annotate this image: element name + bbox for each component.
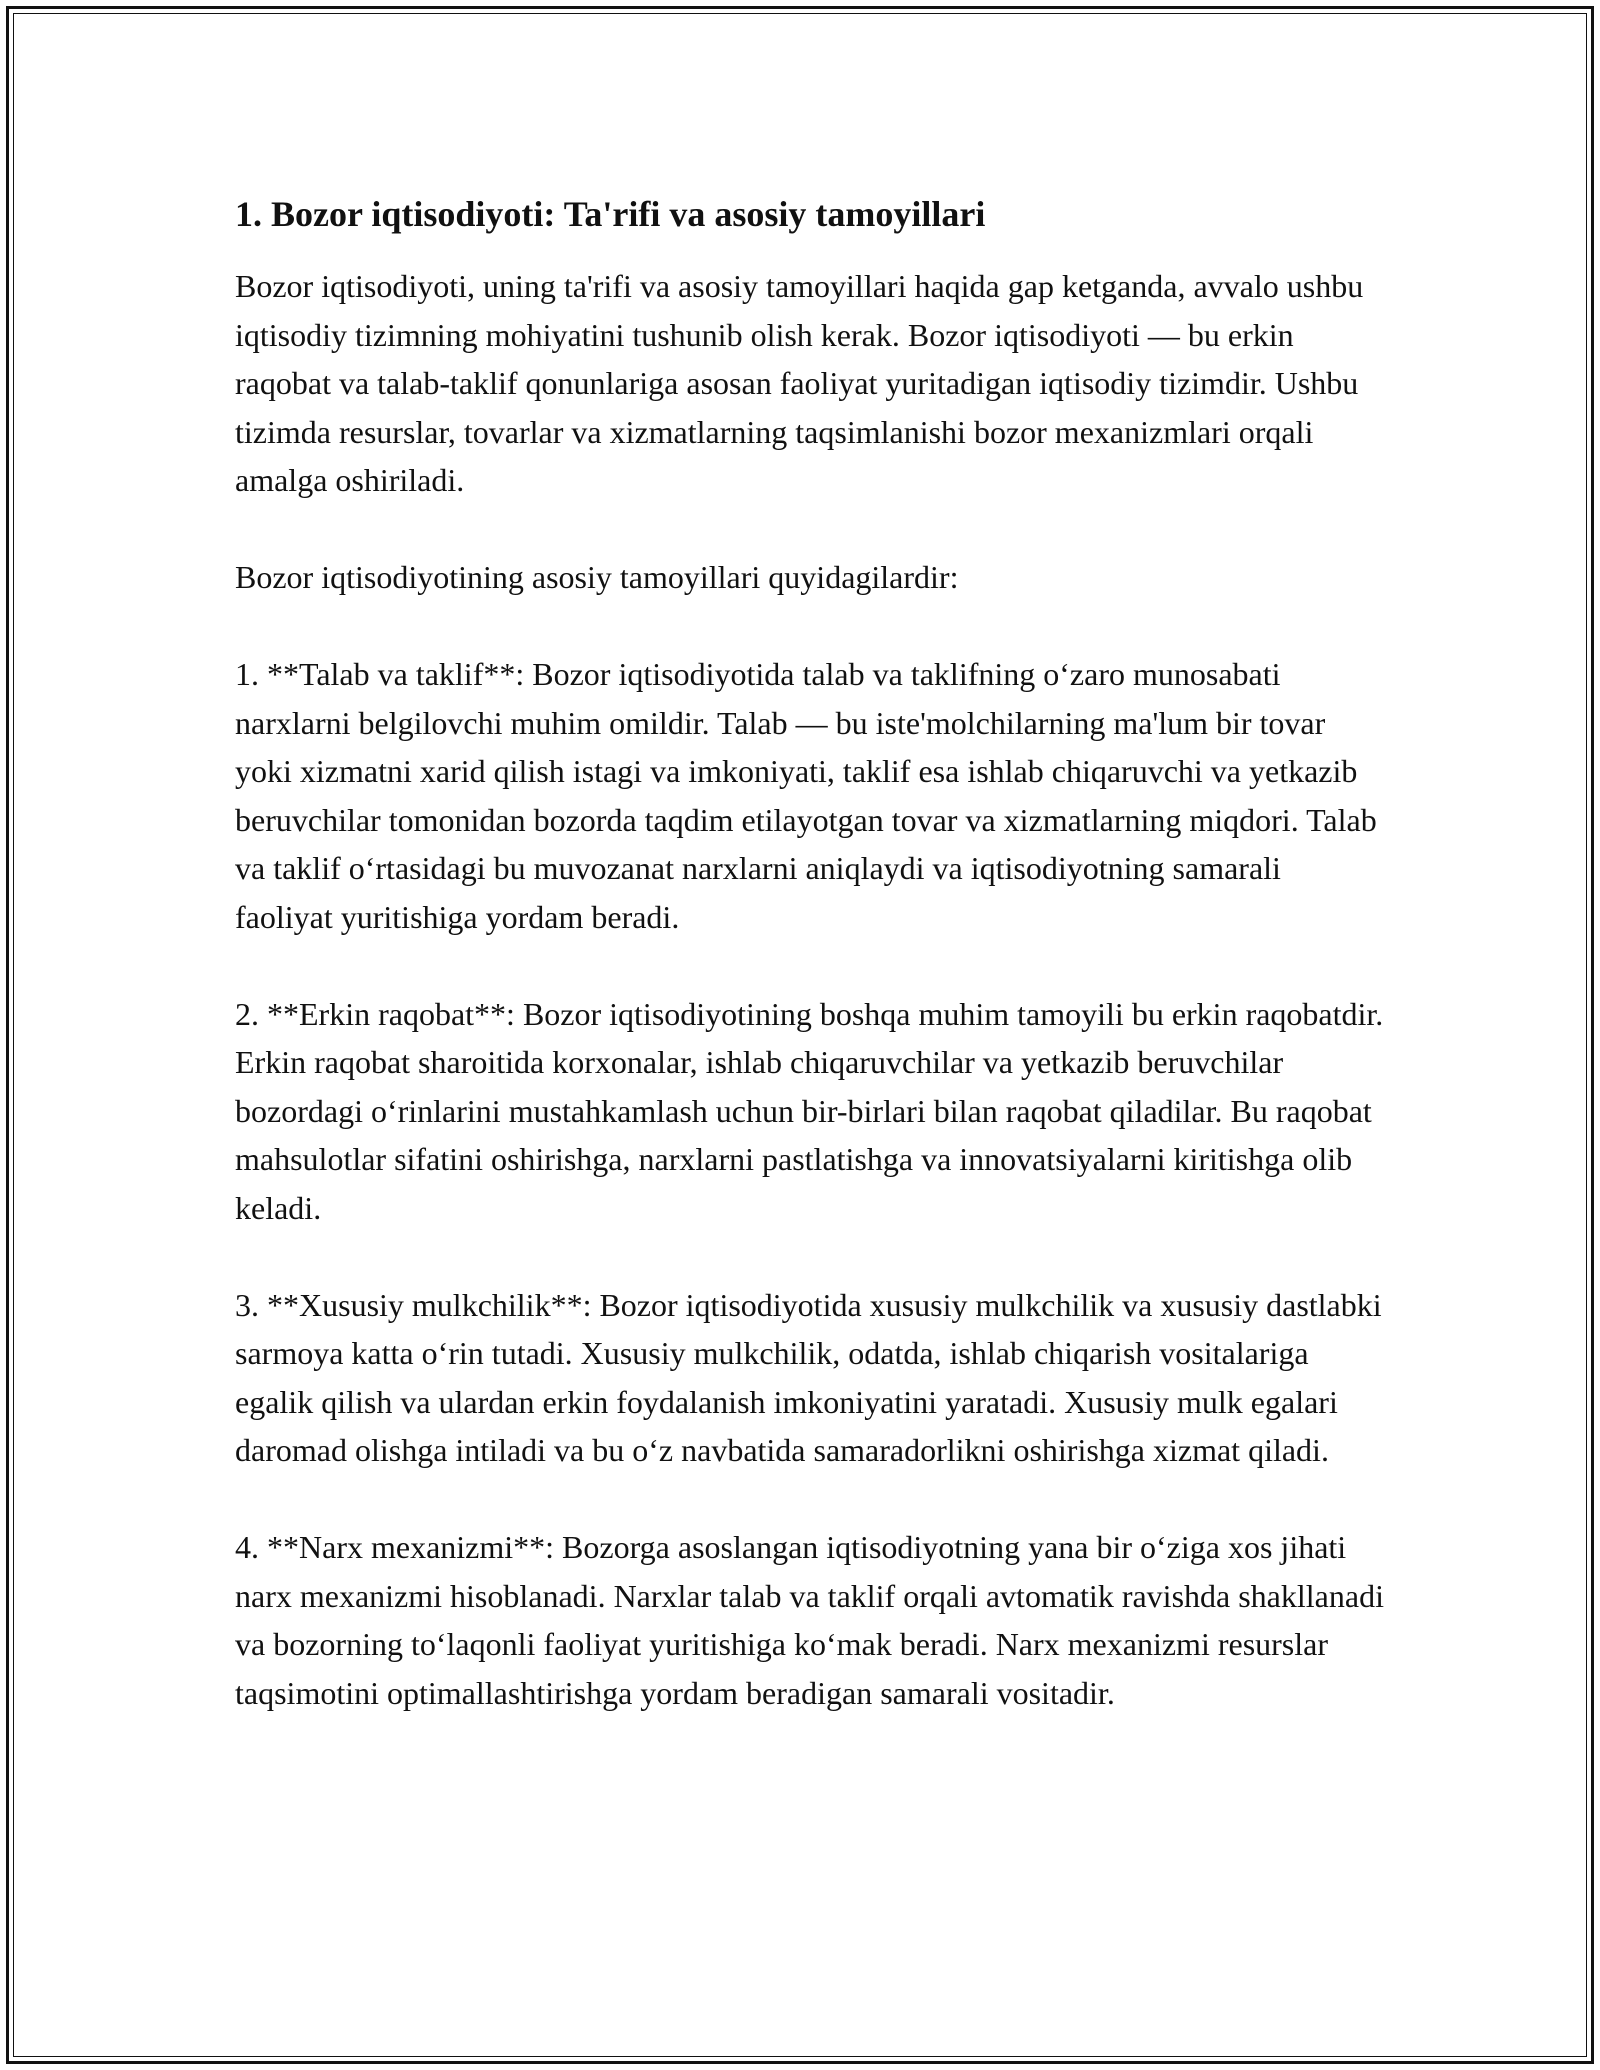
intro-paragraph: Bozor iqtisodiyoti, uning ta'rifi va asosiy tamoyillari haqida gap ketganda, avvalo ushbu iqtisodiy tizimning mohiyatini tushunib olish kerak. Bozor iqtisodiyoti — bu erkin raqobat va talab-taklif qonunlariga asosan faoliyat yuritadigan iqtisodiy tizimdir. Ushbu tizimda resurslar, tovarlar va xizmatlarning taqsimlanishi bozor mexanizmlari orqali amalga oshiriladi. [235, 268, 1364, 498]
principle-free-competition-paragraph: 2. **Erkin raqobat**: Bozor iqtisodiyotining boshqa muhim tamoyili bu erkin raqobatdir. Erkin raqobat sharoitida korxonalar, ishlab chiqaruvchilar va yetkazib beruvchilar bozordagi oʻrinlarini mustahkamlash uchun bir-birlari bilan raqobat qiladilar. Bu raqobat mahsulotlar sifatini oshirishga, narxlarni pastlatishga va innovatsiyalarni kiritishga olib keladi. [235, 995, 1384, 1226]
principle-supply-demand-paragraph: 1. **Talab va taklif**: Bozor iqtisodiyotida talab va taklifning oʻzaro munosabati narxlarni belgilovchi muhim omildir. Talab — bu iste'molchilarning ma'lum bir tovar yoki xizmatni xarid qilish istagi va imkoniyati, taklif esa ishlab chiqaruvchi va yetkazib beruvchilar tomonidan bozorda taqdim etilayotgan tovar va xizmatlarning miqdori. Talab va taklif oʻrtasidagi bu muvozanat narxlarni aniqlaydi va iqtisodiyotning samarali faoliyat yuritishiga yordam beradi. [235, 656, 1377, 935]
principle-private-property-paragraph: 3. **Xususiy mulkchilik**: Bozor iqtisodiyotida xususiy mulkchilik va xususiy dastlabki sarmoya katta oʻrin tutadi. Xususiy mulkchilik, odatda, ishlab chiqarish vositalariga egalik qilish va ulardan erkin foydalanish imkoniyatini yaratadi. Xususiy mulk egalari daromad olishga intiladi va bu oʻz navbatida samaradorlikni oshirishga xizmat qiladi. [235, 1286, 1382, 1468]
document-body [235, 188, 1385, 1766]
principles-intro-paragraph: Bozor iqtisodiyotining asosiy tamoyillari quyidagilardir: [235, 559, 959, 595]
section-heading: 1. Bozor iqtisodiyoti: Ta'rifi va asosiy tamoyillari [235, 194, 986, 234]
principle-price-mechanism-paragraph: 4. **Narx mexanizmi**: Bozorga asoslangan iqtisodiyotning yana bir oʻziga xos jihati narx mexanizmi hisoblanadi. Narxlar talab va taklif orqali avtomatik ravishda shakllanadi va bozorning toʻlaqonli faoliyat yuritishiga koʻmak beradi. Narx mexanizmi resurslar taqsimotini optimallashtirishga yordam beradigan samarali vositadir. [235, 1529, 1384, 1711]
